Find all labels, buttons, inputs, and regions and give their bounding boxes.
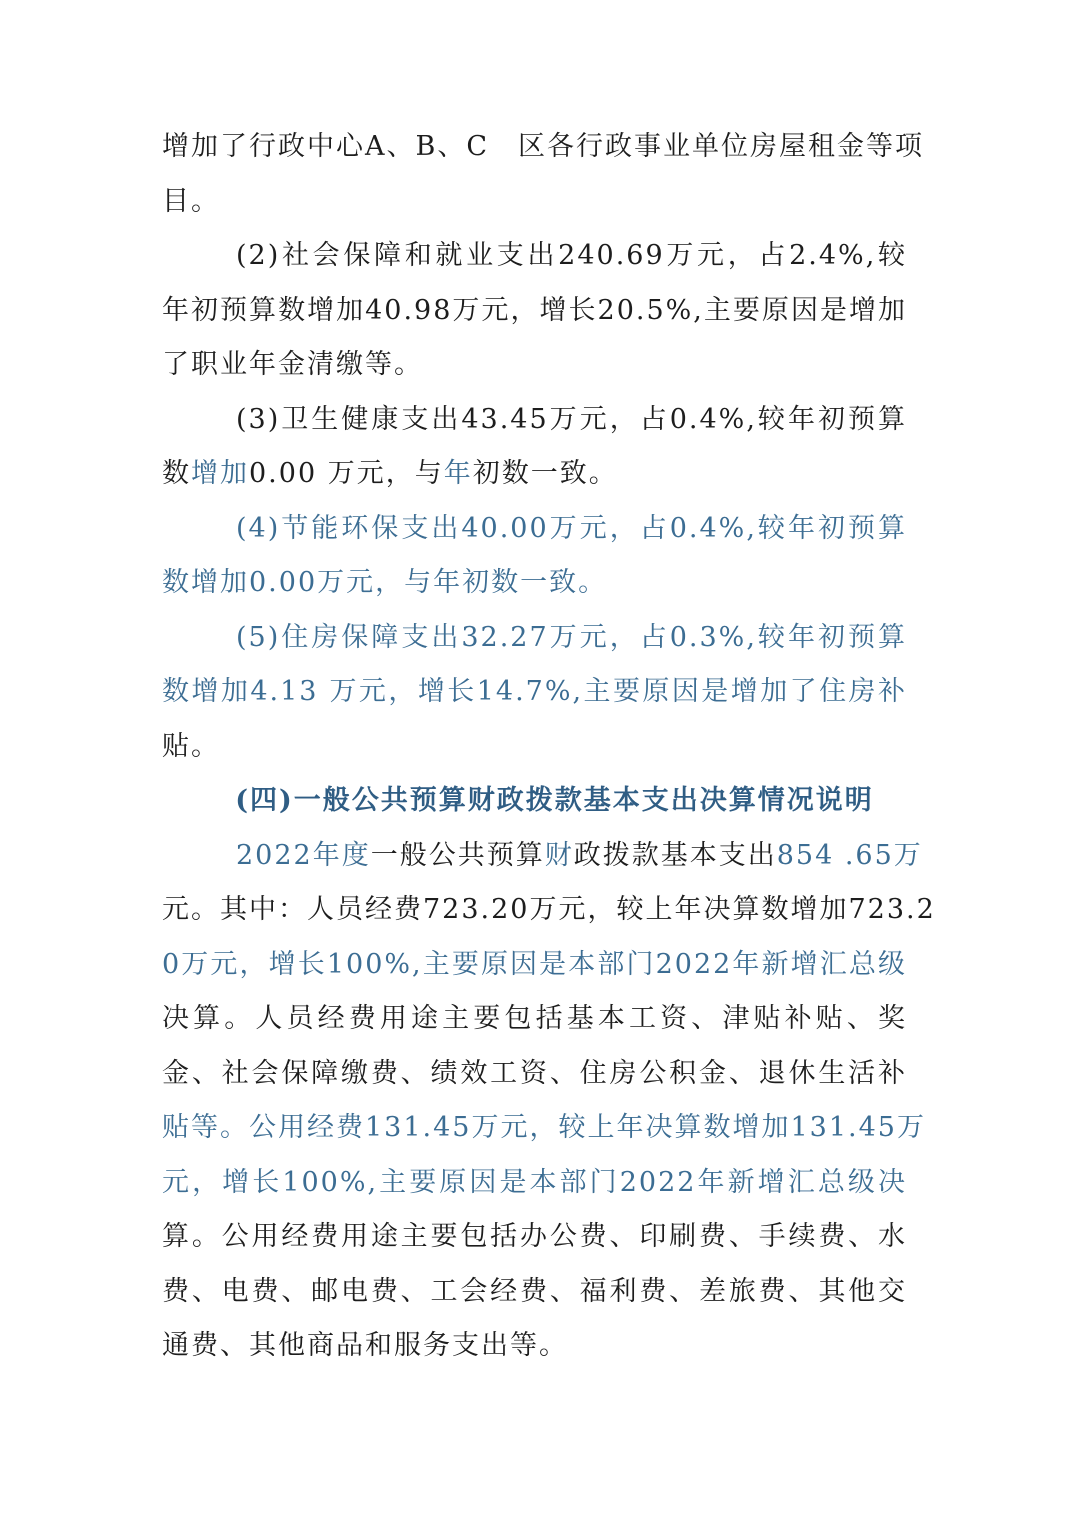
text-line: (3)卫生健康支出43.45万元，占0.4%,较年初预算: [236, 403, 907, 435]
text-line: (4)节能环保支出40.00万元，占0.4%,较年初预算: [236, 512, 907, 544]
text-line: 算。公用经费用途主要包括办公费、印刷费、手续费、水: [162, 1221, 907, 1252]
text-run: 初数一致。: [472, 458, 618, 489]
text-line: 目。: [162, 185, 220, 217]
text-run: 一般公共预算: [370, 839, 545, 871]
text-run: 0.00 万元，与: [249, 458, 444, 489]
text-line: (5)住房保障支出32.27万元，占0.3%,较年初预算: [236, 621, 907, 653]
text-line: 元。其中：人员经费723.20万元，较上年决算数增加723.2: [162, 894, 936, 925]
text-line: 元，增长100%,主要原因是本部门2022年新增汇总级决: [162, 1166, 907, 1198]
text-run: 政拨款基本支出: [573, 839, 777, 871]
text-line: 年初预算数增加40.98万元，增长20.5%,主要原因是增加: [162, 294, 907, 326]
text-line: [162, 829, 923, 884]
text-line: (2)社会保障和就业支出240.69万元，占2.4%,较: [236, 240, 907, 271]
text-line: 贴。: [162, 730, 220, 762]
text-line: 增加了行政中心A、B、C 区各行政事业单位房屋租金等项: [162, 131, 924, 162]
text-line: 数增加0.00万元，与年初数一致。: [162, 567, 608, 598]
text-run: 年: [443, 458, 473, 489]
text-line: 0万元，增长100%,主要原因是本部门2022年新增汇总级: [162, 948, 907, 980]
text-line: 决算。人员经费用途主要包括基本工资、津贴补贴、奖: [162, 1003, 907, 1034]
text-line: [162, 447, 907, 502]
text-line: 通费、其他商品和服务支出等。: [162, 1330, 568, 1361]
section-heading: (四)一般公共预算财政拨款基本支出决算情况说明: [235, 785, 874, 816]
text-line: 金、社会保障缴费、绩效工资、住房公积金、退休生活补: [162, 1057, 907, 1089]
text-run: 增加: [191, 458, 249, 489]
document-body: [162, 120, 936, 1374]
text-line: 了职业年金清缴等。: [162, 349, 423, 380]
text-run: 数: [162, 458, 191, 489]
text-run: 854 .65万: [776, 839, 923, 871]
text-run: 财: [544, 839, 574, 871]
text-line: 数增加4.13 万元，增长14.7%,主要原因是增加了住房补: [162, 676, 907, 707]
text-line: 贴等。公用经费131.45万元，较上年决算数增加131.45万: [162, 1112, 926, 1143]
text-line: 费、电费、邮电费、工会经费、福利费、差旅费、其他交: [162, 1275, 907, 1307]
text-run: 2022年度: [236, 839, 371, 871]
